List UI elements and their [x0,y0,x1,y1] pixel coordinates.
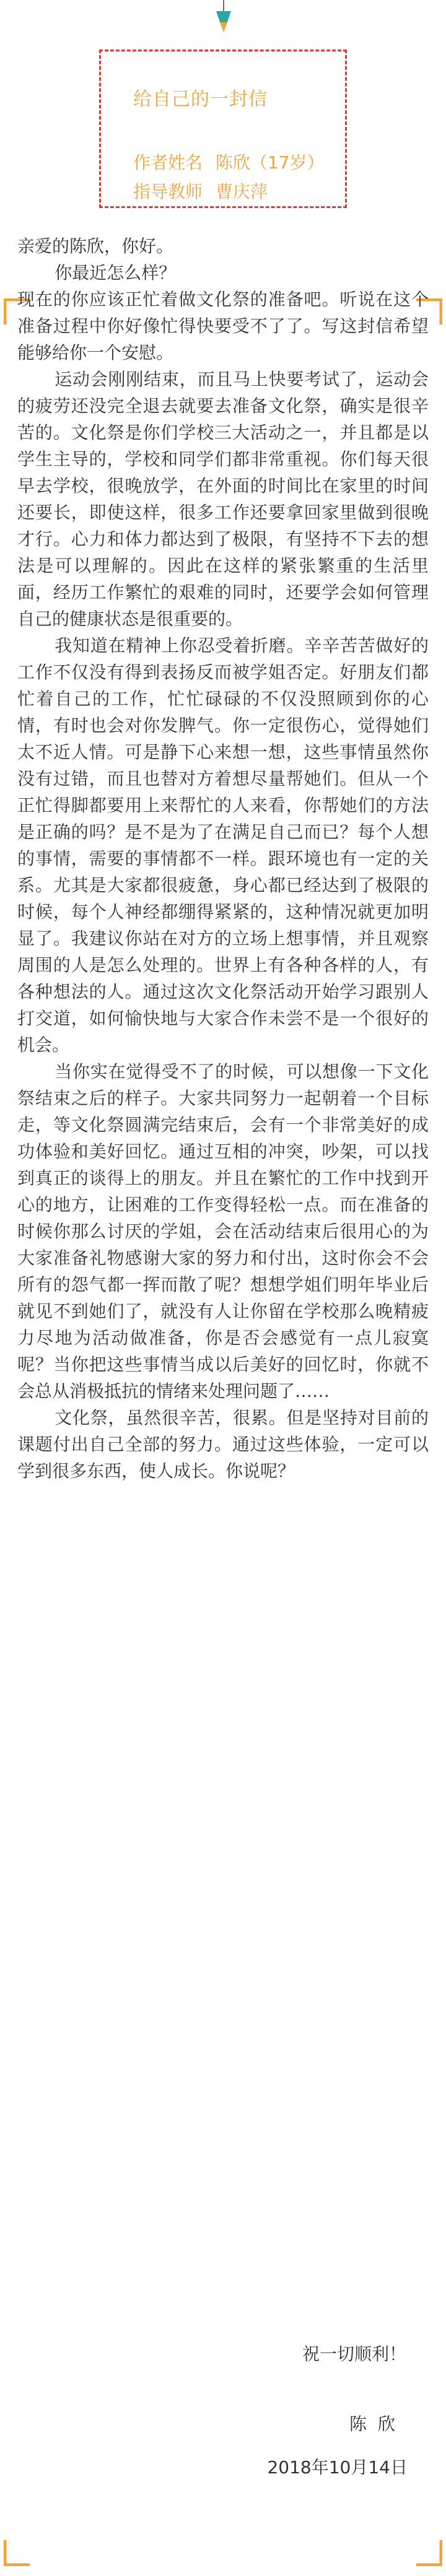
letter-paragraph: 你最近怎么样？ [55,263,177,283]
teacher-line [133,178,275,203]
letter-body [17,233,429,1484]
signature: 陈欣 [349,2414,406,2434]
author-name: 陈欣（17岁） [215,152,325,173]
corner-bottom-right-icon [415,2539,442,2566]
closing-wish: 祝一切顺利！ [302,2344,406,2364]
letter-paragraph: 现在的你应该正忙着做文化祭的准备吧。听说在这个准备过程中你好像忙得快要受不了了。写这封信希望能够给你一个安慰。 [17,289,429,363]
teacher-name: 曹庆萍 [215,181,268,202]
letter-paragraph: 当你实在觉得受不了的时候，可以想像一下文化祭结束之后的样子。大家共同努力一起朝着一个目标走，等文化祭圆满完结束后，会有一个非常美好的成功体验和美好回忆。通过互相的冲突，吵架，可以找到真正的谈得上的朋友。并且在繁忙的工作中找到开心的地方，让困难的工作变得轻松一点。而在准备的时候你那么讨厌的学姐，会在活动结束后很用心的为大家准备礼物感谢大家的努力和付出，这时你会不会所有的怨气都一挥而散了呢？想想学姐们明年毕业后就见不到她们了，就没有人让你留在学校那么晚精疲力尽地为活动做准备，你是否会感觉有一点儿寂寞呢？当你把这些事情当成以后美好的回忆时，你就不会总从消极抵抗的情绪来处理问题了…… [17,1061,429,1401]
letter-paragraph: 文化祭，虽然很辛苦，很累。但是坚持对目前的课题付出自己全部的努力。通过这些体验，一定可以学到很多东西，使人成长。你说呢？ [17,1408,429,1481]
letter-header-card [99,50,347,208]
author-line [133,149,332,174]
author-label: 作者姓名 [133,152,203,173]
pin-icon [211,0,236,37]
corner-bottom-left-icon [4,2539,31,2566]
letter-title: 给自己的一封信 [133,89,268,110]
letter-greeting: 亲爱的陈欣，你好。 [17,236,174,256]
letter-paragraph: 我知道在精神上你忍受着折磨。辛辛苦苦做好的工作不仅没有得到表扬反而被学姐否定。好朋友们都忙着自己的工作，忙忙碌碌的不仅没照顾到你的心情，有时也会对你发脾气。你一定很伤心，觉得她们太不近人情。可是静下心来想一想，这些事情虽然你没有过错，而且也替对方着想尽量帮她们。但从一个正忙得脚都要用上来帮忙的人来看，你帮她们的方法是正确的吗？是不是为了在满足自己而已？每个人想的事情，需要的事情都不一样。跟环境也有一定的关系。尤其是大家都很疲惫，身心都已经达到了极限的时候，每个人神经都绷得紧紧的，这种情况就更加明显了。我建议你站在对方的立场上想事情，并且观察周围的人是怎么处理的。世界上有各种各样的人，有各种想法的人。通过这次文化祭活动开始学习跟别人打交道，如何愉快地与大家合作未尝不是一个很好的机会。 [17,635,429,1055]
letter-date: 2018年10月14日 [267,2457,408,2478]
teacher-label: 指导教师 [133,181,203,202]
letter-paragraph: 运动会刚刚结束，而且马上快要考试了，运动会的疲劳还没完全退去就要去准备文化祭，确实是很辛苦的。文化祭是你们学校三大活动之一，并且都是以学生主导的，学校和同学们都非常重视。你们每天很早去学校，很晚放学，在外面的时间比在家里的时间还要长，即使这样，很多工作还要拿回家里做到很晚才行。心力和体力都达到了极限，有坚持不下去的想法是可以理解的。因此在这样的紧张繁重的生活里面，经历工作繁忙的艰难的同时，还要学会如何管理自己的健康状态是很重要的。 [17,369,429,629]
